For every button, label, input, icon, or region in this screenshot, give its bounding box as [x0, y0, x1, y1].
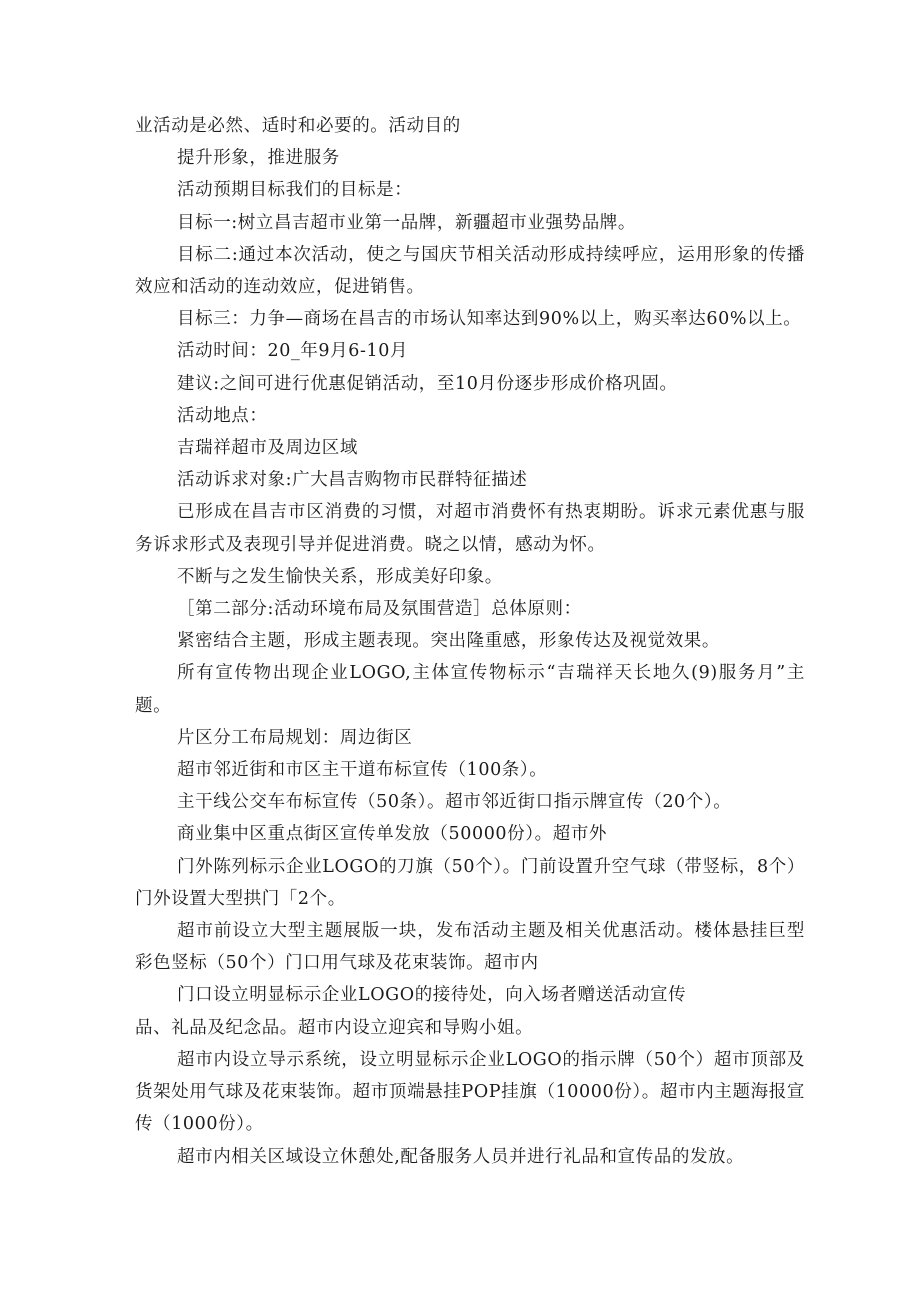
document-paragraph: 已形成在昌吉市区消费的习惯，对超市消费怀有热衷期盼。诉求元素优惠与服务诉求形式及表现引导并促进消费。晓之以情，感动为怀。	[135, 502, 805, 555]
document-body	[135, 110, 805, 1173]
document-paragraph: 目标一:树立昌吉超市业第一品牌，新疆超市业强势品牌。	[177, 212, 636, 233]
document-paragraph: 商业集中区重点街区宣传单发放（50000份）。超市外	[177, 824, 608, 845]
document-paragraph: 目标三：力争—商场在昌吉的市场认知率达到90%以上，购买率达60%以上。	[177, 309, 802, 330]
document-paragraph: 业活动是必然、适时和必要的。活动目的	[135, 116, 461, 136]
document-paragraph: 活动预期目标我们的目标是：	[177, 180, 413, 201]
document-paragraph: 建议:之间可进行优惠促销活动，至10月份逐步形成价格巩固。	[177, 373, 678, 394]
document-paragraph: 超市邻近街和市区主干道布标宣传（100条）。	[177, 760, 548, 781]
document-paragraph: 提升形象，推进服务	[177, 148, 340, 169]
document-paragraph: 超市内设立导示系统，设立明显标示企业LOGO的指示牌（50个）超市顶部及货架处用气球及花束装饰。超市顶端悬挂POP挂旗（10000份）。超市内主题海报宣传（1000份）。	[135, 1049, 805, 1135]
document-paragraph: 片区分工布局规划：周边街区	[177, 727, 413, 748]
document-paragraph: 超市前设立大型主题展版一块，发布活动主题及相关优惠活动。楼体悬挂巨型彩色竖标（50个）门口用气球及花束装饰。超市内	[135, 921, 805, 974]
document-paragraph: 活动诉求对象:广大昌吉购物市民群特征描述	[177, 470, 528, 491]
document-paragraph: 不断与之发生愉快关系，形成美好印象。	[177, 566, 503, 587]
document-paragraph: 紧密结合主题，形成主题表现。突出隆重感，形象传达及视觉效果。	[177, 631, 720, 652]
document-paragraph: 所有宣传物出现企业LOGO,主体宣传物标示“吉瑞祥天长地久(9)服务月”主题。	[135, 663, 805, 716]
document-paragraph: ［第二部分:活动环境布局及氛围营造］总体原则：	[177, 599, 582, 620]
document-paragraph: 门外陈列标示企业LOGO的刀旗（50个）。门前设置升空气球（带竖标，8个）门外设置大型拱门「2个。	[135, 856, 805, 909]
document-paragraph: 活动地点：	[177, 405, 268, 426]
document-paragraph: 品、礼品及纪念品。超市内设立迎宾和导购小姐。	[135, 1017, 534, 1038]
document-paragraph: 吉瑞祥超市及周边区域	[177, 438, 358, 459]
document-paragraph: 超市内相关区域设立休憩处,配备服务人员并进行礼品和宣传品的发放。	[177, 1146, 745, 1167]
document-paragraph: 主干线公交车布标宣传（50条）。超市邻近街口指示牌宣传（20个）。	[177, 792, 732, 813]
document-paragraph: 门口设立明显标示企业LOGO的接待处，向入场者赠送活动宣传	[177, 985, 687, 1006]
document-paragraph: 活动时间：20_年9月6-10月	[177, 341, 409, 362]
document-paragraph: 目标二:通过本次活动，使之与国庆节相关活动形成持续呼应，运用形象的传播效应和活动的连动效应，促进销售。	[135, 244, 805, 298]
